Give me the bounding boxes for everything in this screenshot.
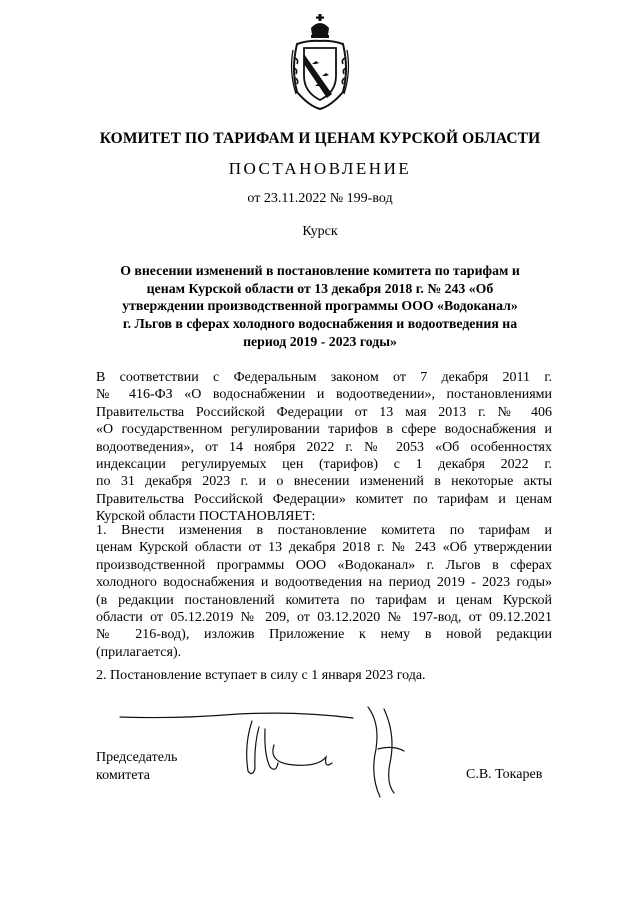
paragraph-line: (прилагается). xyxy=(96,644,182,660)
subject-line: утверждении производственной программы ООО «Водоканал» xyxy=(122,298,518,314)
subject-line: г. Льгов в сферах холодного водоснабжения и водоотведения на xyxy=(122,316,518,332)
clause-1-paragraph xyxy=(96,522,552,661)
paragraph-line: 2. Постановление вступает в силу с 1 января 2023 года. xyxy=(96,668,426,683)
document-subject xyxy=(96,262,544,351)
paragraph-line: В соответствии с Федеральным законом от 7 декабря 2011 г. xyxy=(96,370,552,385)
document-date-number: от 23.11.2022 № 199-вод xyxy=(247,191,393,206)
handwritten-signature xyxy=(118,705,418,800)
paragraph-line: области от 05.12.2019 № 209, от 03.12.2020 № 197-вод, от 09.12.2021 xyxy=(96,609,552,625)
paragraph-line: № 216-вод), изложив Приложение к нему в новой редакции xyxy=(96,627,552,643)
paragraph-line: водоотведения», от 14 ноября 2022 г. № 2053 «Об особенностях xyxy=(96,439,552,455)
document-type: ПОСТАНОВЛЕНИЕ xyxy=(228,159,412,178)
document-city: Курск xyxy=(302,224,338,239)
paragraph-line: по 31 декабря 2023 г. и о внесении изменений в некоторые акты xyxy=(96,474,552,490)
paragraph-line: «О государственном регулировании тарифов в сфере водоснабжения и xyxy=(96,422,552,438)
subject-line: О внесении изменений в постановление комитета по тарифам и xyxy=(120,263,520,278)
subject-line: ценам Курской области от 13 декабря 2018 г. № 243 «Об xyxy=(146,280,494,296)
position-line: Председатель xyxy=(96,750,178,765)
paragraph-line: холодного водоснабжения и водоотведения на период 2019 - 2023 годы» xyxy=(96,575,552,591)
paragraph-line: 1. Внести изменения в постановление комитета по тарифам и xyxy=(96,523,552,538)
paragraph-line: Правительства Российской Федерации» комитет по тарифам и ценам xyxy=(96,491,552,507)
subject-line: период 2019 - 2023 годы» xyxy=(243,333,397,349)
paragraph-line: производственной программы ООО «Водоканал» г. Льгов в сферах xyxy=(96,557,552,573)
paragraph-line: индексации регулируемых цен (тарифов) с 1 декабря 2022 г. xyxy=(96,456,552,472)
paragraph-line: Правительства Российской Федерации от 13 мая 2013 г. № 406 xyxy=(96,404,552,420)
position-line: комитета xyxy=(96,768,151,783)
paragraph-line: ценам Курской области от 13 декабря 2018 г. № 243 «Об утверждении xyxy=(96,540,552,556)
clause-2-paragraph xyxy=(96,667,552,684)
organization-title: КОМИТЕТ ПО ТАРИФАМ И ЦЕНАМ КУРСКОЙ ОБЛАСТИ xyxy=(99,130,541,147)
preamble-paragraph xyxy=(96,369,552,526)
paragraph-line: (в редакции постановлений комитета по тарифам и ценам Курской xyxy=(96,592,552,608)
paragraph-line: № 416-ФЗ «О водоснабжении и водоотведении», постановлениями xyxy=(96,387,552,403)
coat-of-arms-icon xyxy=(287,14,353,112)
signatory-name: С.В. Токарев xyxy=(466,767,543,782)
paragraph-line: Курской области ПОСТАНОВЛЯЕТ: xyxy=(96,509,316,525)
